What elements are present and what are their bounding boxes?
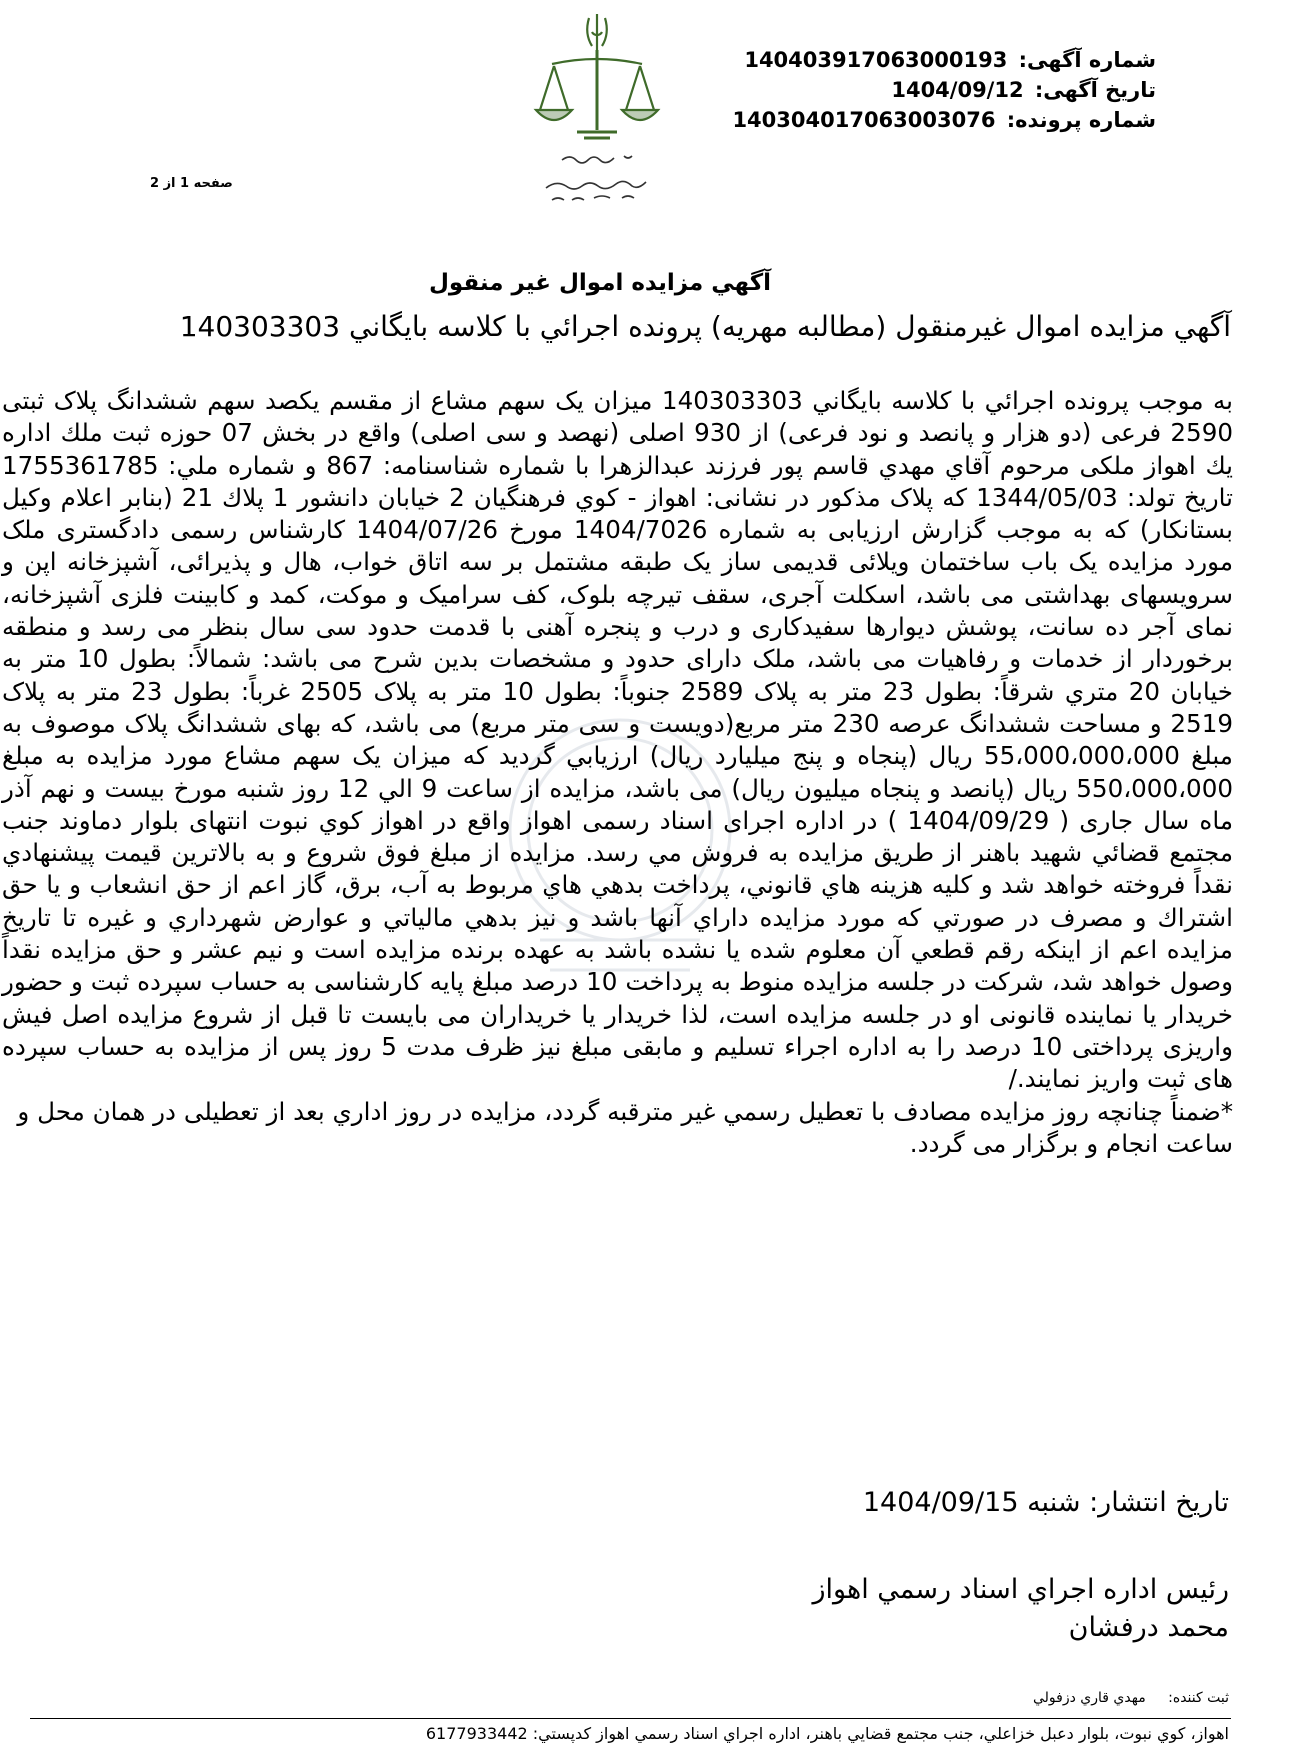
notice-date-label: تاریخ آگهی: [1034, 78, 1156, 102]
case-number: 140304017063003076 [732, 108, 996, 132]
publication-date-line [863, 1487, 1229, 1518]
body-paragraph-main: به موجب پرونده اجرائي با كلاسه بايگاني 140303303 ميزان یک سهم مشاع از مقسم یکصد سهم ششدانگ پلاک ثبتی 2590 فرعی (دو هزار و پانصد و نود فرعی) از 930 اصلی (نهصد و سی اصلی) واقع در بخش 07 حوزه ثبت ملك اداره يك اهواز ملکی مرحوم آقاي مهدي قاسم پور فرزند عبدالزهرا با شماره شناسنامه: 867 و شماره ملي: 1755361785 تاريخ تولد: 1344/05/03 كه پلاک مذكور در نشانی: اهواز - كوي فرهنگيان 2 خيابان دانشور 1 پلاك 21 (بنابر اعلام وكيل بستانكار) كه به موجب گزارش ارزيابی به شماره 1404/7026 مورخ 1404/07/26 کارشناس رسمی دادگستری ملک مورد مزایده یک باب ساختمان ویلائی قدیمی ساز یک طبقه مشتمل بر سه اتاق خواب، هال و پذیرائی، آشپزخانه اپن و سرویسهای بهداشتی می باشد، اسکلت آجری، سقف تیرچه بلوک، کف سرامیک و موکت، کمد و کابینت فلزی آشپزخانه، نمای آجر ده سانت، پوشش دیوارها سفیدکاری و درب و پنجره آهنی با قدمت حدود سی سال بنظر می رسد و منطقه برخوردار از خدمات و رفاهیات می باشد، ملک دارای حدود و مشخصات بدین شرح می باشد: شمالاً: بطول 10 متر به خيابان 20 متري شرقاً: بطول 23 متر به پلاک 2589 جنوباً: بطول 10 متر به پلاک 2505 غرباً: بطول 23 متر به پلاک 2519 و مساحت ششدانگ عرصه 230 متر مربع(دویست و سی متر مربع) می باشد، كه بهای ششدانگ پلاک موصوف به مبلغ 55،000،000،000 ريال (پنجاه و پنج ميليارد ريال) ارزيابي گرديد كه میزان یک سهم مشاع مورد مزایده به مبلغ 550،000،000 ريال (پانصد و پنجاه میلیون ريال) می باشد، مزايده از ساعت 9 الي 12 روز شنبه مورخ بیست و نهم آذر ماه سال جاری ( 1404/09/29 ) در اداره اجرای اسناد رسمی اهواز واقع در اهواز كوي نبوت انتهای بلوار دماوند جنب مجتمع قضائي شهيد باهنر از طريق مزايده به فروش مي رسد. مزايده از مبلغ فوق شروع و به بالاترين قيمت پيشنهادي نقداً فروخته خواهد شد و كليه هزينه هاي قانوني، پرداخت بدهي هاي مربوط به آب، برق، گاز اعم از حق انشعاب و يا حق اشتراك و مصرف در صورتي كه مورد مزايده داراي آنها باشد و نيز بدهي مالياتي و عوارض شهرداري و غيره تا تاريخ مزايده اعم از اينكه رقم قطعي آن معلوم شده يا نشده باشد به عهده برنده مزايده است و نيم عشر و حق مزايده نقداً وصول خواهد شد، شرکت در جلسه مزایده منوط به پرداخت 10 درصد مبلغ پایه کارشناسی به حساب سپرده ثبت و حضور خریدار یا نماینده قانونی او در جلسه مزایده است، لذا خریدار یا خریداران می بایست تا قبل از شروع مزایده اصل فیش واریزی پرداختی 10 درصد را به اداره اجراء تسلیم و مابقی مبلغ نیز ظرف مدت 5 روز پس از مزایده به حساب سپرده های ثبت واریز نمایند./ [2, 386, 1234, 1094]
page-indicator: صفحه 1 از 2 [150, 176, 233, 191]
registrar-label: ثبت کننده: [1168, 1690, 1229, 1706]
notice-date: 1404/09/12 [891, 78, 1024, 102]
body-paragraph-holiday-note: *ضمناً چنانچه روز مزايده مصادف با تعطيل رسمي غير مترقبه گردد، مزايده در روز اداري بعد از تعطيلی در همان محل و ساعت انجام و برگزار می گردد. [17, 1096, 1233, 1158]
signatory-title: رئيس اداره اجراي اسناد رسمي اهواز [812, 1574, 1229, 1605]
notice-number-line [744, 48, 1156, 72]
notice-body [2, 385, 1233, 1160]
case-number-label: شماره پرونده: [1006, 108, 1156, 132]
document-subtitle: آگهي مزايده اموال غيرمنقول (مطالبه مهريه) پرونده اجرائي با كلاسه بايگاني 140303303 [179, 310, 1231, 343]
footer-address: اهواز، كوي نبوت، بلوار دعبل خزاعلي، جنب مجتمع قضايي باهنر، اداره اجراي اسناد رسمي اهواز كدپستي: 6177933442 [425, 1724, 1229, 1743]
judiciary-emblem-logo [532, 10, 662, 215]
notice-number-label: شماره آگهی: [1018, 48, 1156, 72]
registrar-name: مهدي قاري دزفولي [1033, 1690, 1146, 1706]
notice-date-line [891, 78, 1156, 102]
document-title: آگهي مزايده اموال غير منقول [428, 270, 771, 296]
signatory-name: محمد درفشان [1068, 1612, 1229, 1643]
notice-number: 140403917063000193 [744, 48, 1008, 72]
footer-divider [30, 1718, 1231, 1719]
registrar-line [1033, 1690, 1229, 1706]
publication-date-label: تاريخ انتشار: [1089, 1487, 1229, 1518]
case-number-line [732, 108, 1156, 132]
publication-date: شنبه 1404/09/15 [862, 1487, 1081, 1518]
